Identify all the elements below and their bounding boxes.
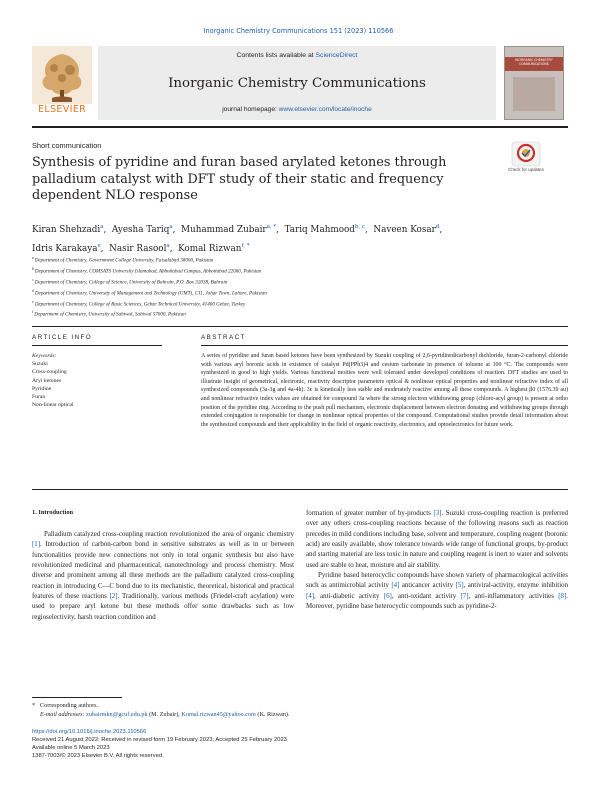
article-info-rule [32,345,162,346]
email-line: E-mail addresses: zubairmkn@gcuf.edu.pk (M. Zubair), Komal.rizwan45@yahoo.com (K. Rizwan). [40,711,290,718]
email-label: E-mail addresses: [40,711,87,718]
keyword: Furan [32,394,46,401]
body-text: Pyridine based heterocyclic compounds have shown variety of pharmacological activities such as antimicrobial activity [306,572,568,590]
affiliation: $^e$Department of Chemistry, College of Basic Sciences, Gebze Technical University, 41400 Gebze, Turkey [32,299,246,308]
body-text: Palladium catalyzed cross-coupling reaction revolutionized the area of organic chemistry [44,531,294,538]
body-column-left [32,530,294,623]
keyword: Suzuki [32,361,48,368]
email-link[interactable]: Komal.rizwan45@yahoo.com [181,711,256,718]
cover-image [513,77,555,111]
citation-link[interactable]: [4] [306,592,315,600]
article-title: Synthesis of pyridine and furan based arylated ketones through palladium catalyst with DFT study of their static and frequency dependent NLO response [32,155,447,204]
body-text: , antiviral-activity, enzyme inhibition [463,582,569,590]
affil-rule [32,326,568,327]
body-column-right [306,509,568,612]
body-text: formation of greater number of by-products [306,510,434,517]
footnote-rule [32,697,122,698]
journal-info-box [98,46,496,120]
cover-title: INORGANIC CHEMISTRY COMMUNICATIONS [515,58,553,66]
section-heading-introduction: 1. Introduction [32,509,74,516]
affiliation: $^f$Department of Chemistry, University of Sahiwal, Sahiwal 57000, Pakistan [32,310,186,319]
homepage-prefix: journal homepage: [222,106,279,113]
copyright: 1387-7003/© 2023 Elsevier B.V. All rights reserved. [32,753,164,759]
journal-homepage [98,106,496,113]
body-paragraph [32,530,294,623]
author[interactable]: Komal Rizwan$^{f, *}$ [178,242,250,254]
citation-link[interactable]: [7] [460,592,469,600]
author[interactable]: Idris Karakaya$^e$ [32,242,101,254]
corresponding-note [32,701,568,710]
author[interactable]: Naveen Kosar$^d$ [373,224,440,235]
received-dates: Received 21 August 2022; Received in revised form 19 February 2023; Accepted 25 February 2023 [32,737,287,743]
body-text: . Introduction of carbon-carbon bond in sensitive substrates as well as in or between functionalities provide new connections not only in total organic synthesis but also have revolutionized medicinal and pharmaceutical, nanotechnology and process chemistry. Most diverse and prominent among all these methods are the palladium catalyzed cross-coupling reaction in introducing C—C bond due to its mechanistic, theoretical, historical and practical features of these reactions [32,541,294,601]
body-text: , anti-inflammatory activities [468,592,559,600]
journal-title[interactable]: Inorganic Chemistry Communications [168,76,426,91]
body-text: anticancer activity [399,582,456,590]
keyword: Aryl ketones [32,377,62,384]
elsevier-logo[interactable] [32,46,92,116]
email-link[interactable]: zubairmkn@gcuf.edu.pk [86,711,148,718]
body-text: , anti-oxidant activity [391,592,461,600]
keyword: Cross-coupling [32,369,67,376]
abstract-bottom-rule [32,489,568,490]
affiliation: $^b$Department of Chemistry, COMSATS University Islamabad, Abbottabad Campus, Abbottabad 22060, Pakistan [32,266,262,275]
abstract-rule [201,345,568,346]
contents-line [98,52,496,59]
affiliation: $^a$Department of Chemistry, Government College University, Faisalabad 38000, Pakistan [32,256,214,264]
affiliation-list [32,254,532,319]
keywords-label: Keywords: [32,353,57,359]
affiliation: $^c$Department of Chemistry, College of Science, University of Bahrain, P.O. Box 32038, Bahrain [32,277,228,286]
article-type: Short communication [32,141,102,150]
check-for-updates-button[interactable] [508,141,544,181]
footnotes [32,701,568,719]
citation-link[interactable]: [5] [455,582,464,590]
elsevier-wordmark: ELSEVIER [37,104,87,115]
footnote-star: * [32,702,36,709]
body-text: . Traditionally, various methods (Friedel-craft acylation) were used to prepare aryl ketone but these methods offer some drawbacks such as low regioselectivity, harsh reaction condition and [32,593,294,621]
body-text: . Moreover, pyridine base heterocyclic compounds such as pyridine-2- [306,592,568,611]
body-text: , anti-diabetic activity [314,592,384,600]
author[interactable]: Muhammad Zubair$^{a, *}$ [181,224,277,235]
author[interactable]: Nasir Rasool$^a$ [109,242,170,254]
journal-masthead [32,46,568,122]
body-paragraph [306,571,568,612]
check-updates-icon [508,141,544,167]
sciencedirect-link[interactable]: ScienceDirect [315,52,358,59]
keywords-block [32,352,162,409]
journal-cover-thumbnail[interactable] [504,46,564,120]
body-text: . Suzuki cross-coupling reaction is preferred over any others cross-coupling reactions because of the following reasons such as reaction precedes in mild conditions including base, solvent and temperature, coupling reagent (boronic acid) are easily available, show tolerance towards wide range of functional groups, by-product and starting material are less toxic in nature and coupling reagent is inert to water and solvents used are stable to heat, moisture and air stability. [306,510,568,569]
check-updates-label: Check for updates [508,167,544,172]
article-info-heading: ARTICLE INFO [32,334,93,341]
abstract-heading: ABSTRACT [201,334,246,341]
author-list: Kiran Shehzadi$^a$, Ayesha Tariq$^a$, Muhammad Zubair$^{a, *}$, Tariq Mahmood$^{b, c}$, Naveen Kosar$^d$, Idris Karakaya$^e$, Nasir Rasool$^a$, Komal Rizwan$^{f, *}$ [32,224,443,254]
doi-link[interactable]: https://doi.org/10.1016/j.inoche.2023.110566 [32,729,147,735]
citation-link[interactable]: [4] [391,582,400,590]
citation-link[interactable]: [6] [383,592,392,600]
citation-link[interactable]: [1] [32,541,41,549]
author[interactable]: Ayesha Tariq$^a$ [111,224,173,235]
author[interactable]: Tariq Mahmood$^{b, c}$ [284,224,366,235]
keyword: Non-linear optical [32,402,74,409]
author[interactable]: Kiran Shehzadi$^a$ [32,224,104,235]
affiliation: $^d$Department of Chemistry, University of Management and Technology (UMT), C11, Johar Town, Lahore, Pakistan [32,288,267,297]
contents-prefix: Contents lists available at [236,52,316,59]
masthead-rule [32,126,568,128]
body-paragraph [306,509,568,571]
corresponding-label: Corresponding authors. [40,702,99,709]
citation-link[interactable]: [3] [433,510,442,517]
homepage-link[interactable]: www.elsevier.com/locate/inoche [278,106,372,113]
running-head[interactable]: Inorganic Chemistry Communications 151 (2023) 110566 [203,27,394,35]
abstract-text: A series of pyridine and furan based ketones have been synthesized by Suzuki coupling of 2,6-pyridinedicarbonyl dichloride, furan-2-carbonyl chloride with various aryl boronic acids in existence of catalyst Pd(PPh3)4 and cesium carbonate in presence of toluene at 100 °C. The compounds were synthesized in good to high yields. Various functional moities were well tolerated under developed conditions of reaction. DFT studies are used to illustrate insight of geometrical, electronic, reactivity descriptor parameters optical & nonlinear optical properties and nonlinear refractive index of all synthesized compounds (3a-3g and 4a-4h). 3c is kinetically less stable and moderately reactive among all these compounds. A highest β0 (1576.39 au) and nonlinear refractive index values are obtained for compound 3a where the strong electron withdrawing group (chloro-acyl group) is present at ortho position of the pyridine ring. According to the push pull mechanism, electronic displacement between electron donating and withdrawing groups through extended conjugation is responsible for change in nonlinear optical properties of the compound. Computational studies provide detail information about the synthesized compounds and their applicability in the field of organic reactivity, electronics, and optoelectronics for future work. [201,353,568,428]
citation-link[interactable]: [2] [109,593,118,601]
keyword: Pyridine [32,385,52,392]
available-online: Available online 5 March 2023 [32,745,110,751]
citation-link[interactable]: [8] [558,592,567,600]
article-meta [32,728,568,760]
